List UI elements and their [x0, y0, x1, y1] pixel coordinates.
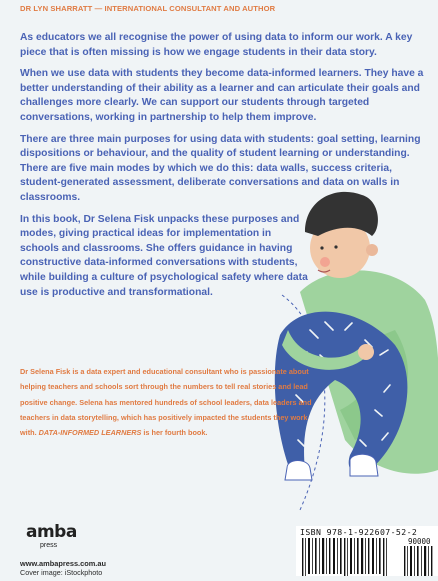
blurb-paragraph-1: As educators we all recognise the power of using data to inform our work. A key piece that is often missing is how we engage students in their data story.	[20, 32, 413, 58]
hand	[358, 344, 374, 360]
book-title: DATA-INFORMED LEARNERS	[38, 428, 142, 438]
cheek	[320, 257, 330, 267]
publisher-url[interactable]: www.ambapress.com.au	[20, 559, 106, 568]
endorsement-line: DR LYN SHARRATT — INTERNATIONAL CONSULTANT AND AUTHOR	[20, 4, 276, 13]
blurb-paragraph-3: There are three main purposes for using data with students: goal setting, learning dispositions or behaviour, and the quality of student learning or understanding. There are five main modes by which we do this: data walls, success criteria, student-generated assessment, deliberate conversations and data on walls in classrooms.	[20, 133, 421, 203]
cover-image-credit: Cover image: iStockphoto	[20, 568, 103, 577]
shoe	[285, 461, 312, 481]
author-bio	[20, 364, 312, 440]
logo-wordmark: amba	[26, 522, 77, 542]
blurb-paragraph-4: In this book, Dr Selena Fisk unpacks these purposes and modes, giving practical ideas for implementation in schools and classrooms. She offers guidance in having constructive data-informed conversations with students, while building a culture of psychological safety where data use is productive and transformational.	[20, 213, 308, 298]
isbn-price-addon: 90000	[408, 537, 431, 546]
shoe	[350, 454, 378, 476]
blurb-paragraph-2: When we use data with students they become data-informed learners. They have a better understanding of their ability as a learner and can articulate their goals and challenges more clearly. We can support our students through targeted conversations, working in partnership to help them improve.	[20, 68, 424, 123]
eye	[334, 245, 337, 248]
logo-subtext: press	[40, 542, 58, 549]
eye	[320, 246, 323, 249]
author-name: Dr Selena Fisk	[20, 367, 71, 376]
ear	[366, 244, 378, 256]
isbn-number: ISBN 978-1-922607-52-2	[300, 527, 418, 537]
author-bio-closing: is her fourth book.	[141, 428, 208, 438]
publisher-logo	[26, 522, 77, 558]
author-bio-text: is a data expert and educational consultant who is passionate about helping teachers and schools sort through the numbers to tell real stories and lead positive change. Selena has mentored hundreds of school leaders, data leaders and teachers in data storytelling, which has positively impacted the students they work with.	[20, 367, 312, 438]
